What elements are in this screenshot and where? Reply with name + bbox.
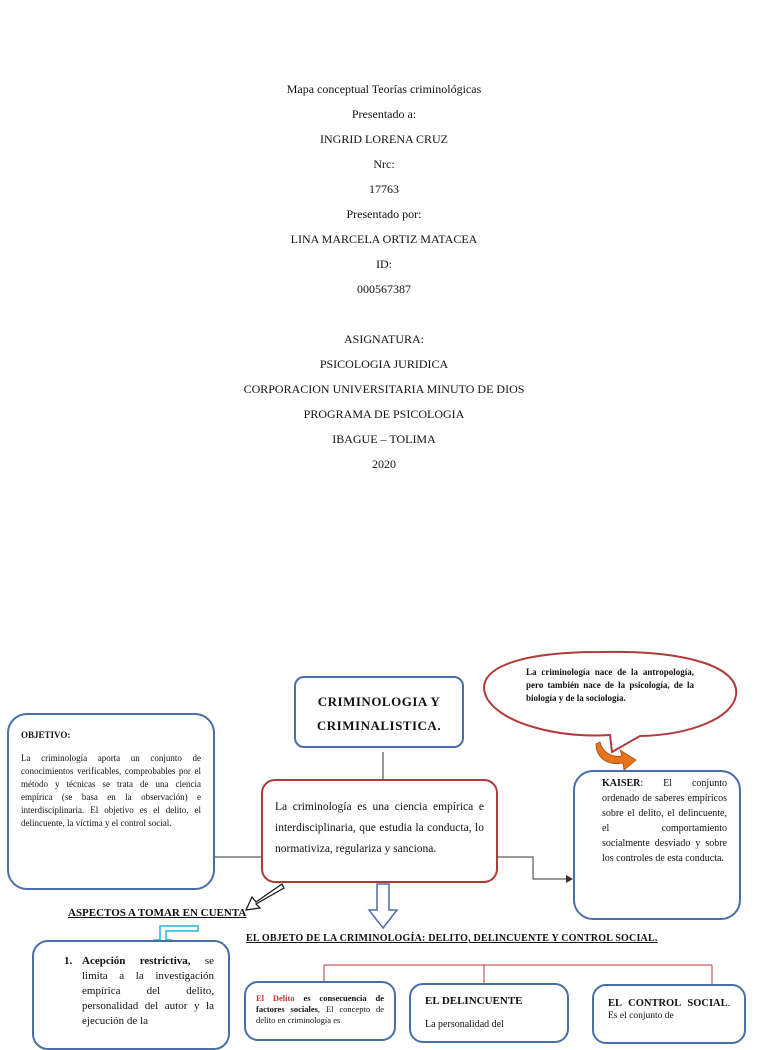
control-heading: EL CONTROL SOCIAL <box>608 998 728 1009</box>
delincuente-box <box>409 983 569 1043</box>
nrc-label: Nrc: <box>373 157 395 171</box>
kaiser-box <box>573 770 741 920</box>
kaiser-text: : El conjunto ordenado de saberes empíricos sobre el delito, el delincuente, el comportamiento socialmente desviado y sobre los controles de esta conducta. <box>602 778 727 864</box>
map-title-box <box>294 676 464 748</box>
city-name: IBAGUE – TOLIMA <box>332 432 436 446</box>
delincuente-text: La personalidad del <box>425 1019 504 1030</box>
map-title: CRIMINOLOGIA Y CRIMINALISTICA. <box>316 694 442 733</box>
kaiser-name: KAISER <box>602 778 641 789</box>
control-social-box <box>592 984 746 1044</box>
acepcion-text: se limita a la investigación empírica del delito, personalidad del autor y la ejecución de la <box>82 955 214 1027</box>
acepcion-box <box>32 940 230 1050</box>
delincuente-heading: EL DELINCUENTE <box>425 995 523 1007</box>
delito-box <box>244 981 396 1041</box>
delito-red-label: El Delito <box>256 993 295 1003</box>
nrc-value: 17763 <box>369 182 399 196</box>
asignatura-label: ASIGNATURA: <box>343 332 424 346</box>
delito-text: , El concepto de delito en criminología es <box>256 1004 384 1025</box>
presentado-por-name: LINA MARCELA ORTIZ MATACEA <box>290 232 478 246</box>
bubble-text: La criminología nace de la antropología, pero también nace de la psicología, de la biología y de la sociología. <box>526 667 694 703</box>
asignatura-value: PSICOLOGIA JURIDICA <box>319 357 449 371</box>
delito-bold: es consecuencia de factores sociales <box>256 993 384 1014</box>
objetivo-box <box>7 713 215 890</box>
acepcion-bold: Acepción restrictiva, <box>82 955 191 967</box>
year: 2020 <box>372 457 396 471</box>
objetivo-heading: OBJETIVO: <box>21 730 71 740</box>
id-value: 000567387 <box>357 282 411 296</box>
acepcion-number: 1. <box>64 955 73 967</box>
program-name: PROGRAMA DE PSICOLOGIA <box>303 407 465 421</box>
presentado-a-label: Presentado a: <box>351 107 417 121</box>
down-arrow-blue <box>369 884 397 928</box>
central-definition-box <box>261 779 498 883</box>
diagonal-arrow <box>246 884 284 910</box>
presentado-a-name: INGRID LORENA CRUZ <box>320 132 448 146</box>
control-text: . Es el conjunto de <box>608 999 730 1021</box>
objetivo-text: La criminología aporta un conjunto de conocimientos verificables, comprobables por el método y técnicas se trata de una ciencia empírica (se basa en la observación) e interdisciplinaria. El objetivo es el delito, el delincuente, la víctima y el control social. <box>21 753 201 828</box>
objeto-heading: EL OBJETO DE LA CRIMINOLOGÍA: DELITO, DELINCUENTE Y CONTROL SOCIAL. <box>246 933 658 944</box>
presentado-por-label: Presentado por: <box>346 207 422 221</box>
document-title: Mapa conceptual Teorías criminológicas <box>286 82 482 96</box>
institution-name: CORPORACION UNIVERSITARIA MINUTO DE DIOS <box>243 382 525 396</box>
aspectos-heading: ASPECTOS A TOMAR EN CUENTA <box>68 907 247 919</box>
id-label: ID: <box>376 257 392 271</box>
central-definition-text: La criminología es una ciencia empírica e interdisciplinaria, que estudia la conducta, lo normativiza, regulariza y sanciona. <box>275 801 484 855</box>
